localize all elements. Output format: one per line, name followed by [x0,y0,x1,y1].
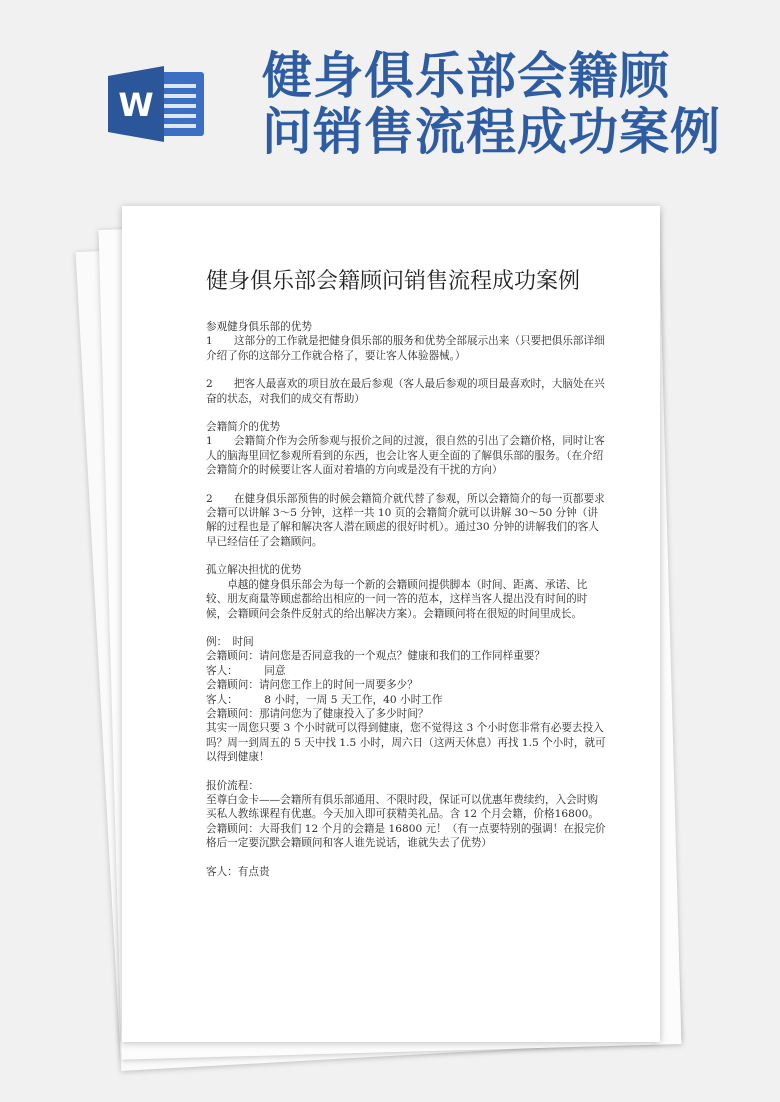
dialogue-line: 会籍顾问：请问您是否同意我的一个观点？健康和我们的工作同样重要？ [206,650,545,663]
document-page [122,206,660,1042]
paragraph: 卓越的健身俱乐部会为每一个新的会籍顾问提供脚本（时间、距离、承诺、比较、朋友商量等顾虑都给出相应的一问一答的范本，这样当客人提出没有时间的时候，会籍顾问会条件反射式的给出解决方案）。会籍顾问将在很短的时间里成长。 [206,578,588,620]
section-heading: 会籍简介的优势 [206,421,281,434]
paragraph: 2 把客人最喜欢的项目放在最后参观（客人最后参观的项目最喜欢时，大脑处在兴奋的状态，对我们的成交有帮助） [206,378,605,405]
section-heading: 参观健身俱乐部的优势 [206,321,312,333]
paragraph: 其实一周您只要 3 个小时就可以得到健康，您不觉得这 3 个小时您非常有必要去投入吗？周一到周五的 5 天中找 1.5 小时，周六日（这两天休息）再找 1.5 个小时，就可以得到健康！ [206,722,606,764]
paragraph: 至尊白金卡——会籍所有俱乐部通用、不限时段，保证可以优惠年费续约，入会时购买私人教练课程有优惠。今天加入即可获精美礼品。含 12 个月会籍，价格16800。 [206,793,599,821]
word-icon-letter: W [118,86,154,124]
dialogue-line: 客人： 8 小时，一周 5 天工作，40 小时工作 [206,693,443,706]
paragraph: 2 在健身俱乐部预售的时候会籍简介就代替了参观，所以会籍简介的每一页都要求会籍可以讲解 3～5 分钟，这样一共 10 页的会籍简介就可以讲解 30～50 分钟（讲解的过程也是了解和解决客人潜在顾虑的很好时机）。通过30 分钟的讲解我们的客人早已经信任了会籍顾问。 [206,492,605,548]
page-title [262,48,772,160]
example-heading: 例： 时间 [206,635,254,648]
paragraph: 1 会籍简介作为会所参观与报价之间的过渡，很自然的引出了会籍价格，同时让客人的脑海里回忆参观所看到的东西，也会让客人更全面的了解俱乐部的服务。（在介绍会籍简介的时候要让客人面对着墙的方向或是没有干扰的方向） [206,435,605,477]
section-heading: 报价流程： [206,779,259,792]
word-icon [108,66,208,142]
dialogue-line: 会籍顾问：请问您工作上的时间一周要多少？ [206,679,418,692]
page-title-line-2: 问销售流程成功案例 [262,103,721,161]
section-heading: 孤立解决担忧的优势 [206,564,302,577]
paragraph: 1 这部分的工作就是把健身俱乐部的服务和优势全部展示出来（只要把俱乐部详细介绍了你的这部分工作就合格了，要让客人体验器械。） [206,335,605,362]
dialogue-line: 客人： 同意 [206,664,286,677]
dialogue-line: 客人：有点贵 [206,865,270,878]
document-body [206,320,608,879]
dialogue-line: 会籍顾问：那请问您为了健康投入了多少时间？ [206,707,429,720]
document-title: 健身俱乐部会籍顾问销售流程成功案例 [206,269,581,294]
dialogue-line: 会籍顾问：大哥我们 12 个月的会籍是 16800 元！（有一点要特别的强调！在报完价格后一定要沉默会籍顾问和客人谁先说话，谁就失去了优势） [206,822,606,850]
page-title-line-1: 健身俱乐部会籍顾 [262,47,670,105]
